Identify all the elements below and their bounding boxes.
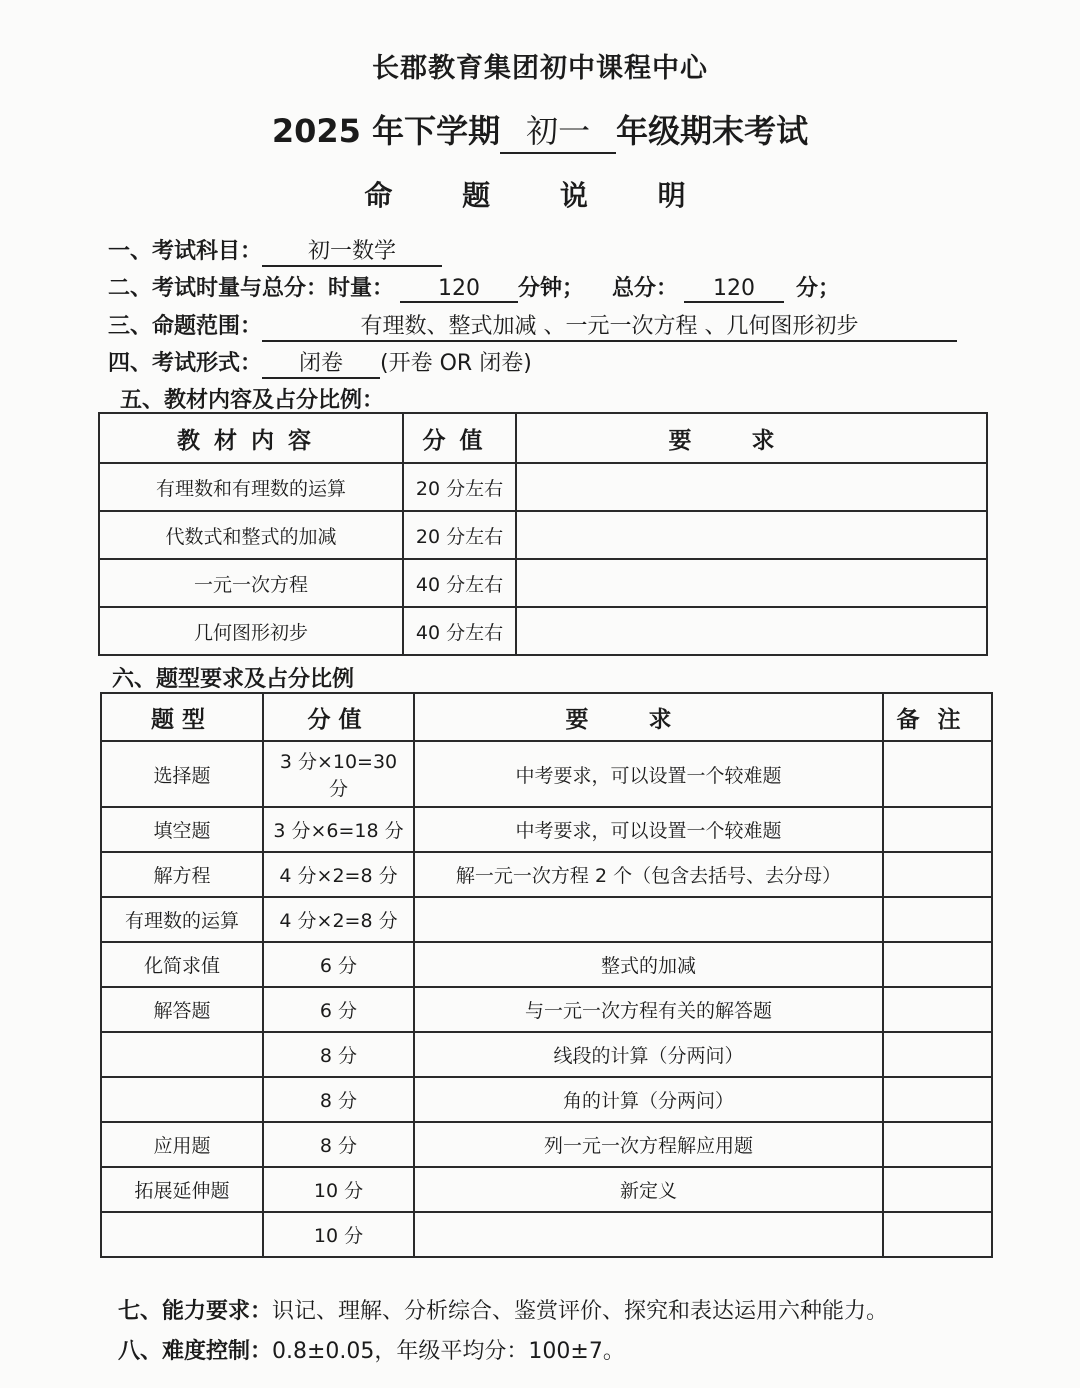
form-value: 闭卷 — [262, 346, 380, 379]
title-grade: 初一 — [500, 106, 616, 154]
score-cell: 40 分左右 — [403, 607, 516, 655]
header-remark: 备注 — [883, 693, 992, 741]
section6-heading: 六、题型要求及占分比例 — [112, 667, 355, 692]
type-cell — [101, 1077, 263, 1122]
exam-title — [0, 106, 1080, 154]
remark-cell — [883, 942, 992, 987]
ability-value: 识记、理解、分析综合、鉴赏评价、探究和表达运用六种能力。 — [272, 1299, 889, 1324]
header-type: 题型 — [101, 693, 263, 741]
time-label: 二、考试时量与总分：时量： — [108, 276, 395, 301]
remark-cell — [883, 807, 992, 852]
scope-line — [108, 309, 957, 342]
score-cell: 3 分×10=30 分 — [263, 741, 414, 807]
header-score: 分值 — [263, 693, 414, 741]
title-term: 2025 年下学期 — [271, 112, 501, 150]
table-row — [101, 942, 992, 987]
type-cell — [101, 1212, 263, 1257]
requirement-cell: 整式的加减 — [414, 942, 883, 987]
table-row — [101, 1077, 992, 1122]
scope-label: 三、命题范围： — [108, 314, 263, 339]
requirement-cell — [516, 607, 987, 655]
table-row — [101, 852, 992, 897]
content-cell: 代数式和整式的加减 — [99, 511, 403, 559]
table-header-row — [99, 413, 987, 463]
table-row — [101, 897, 992, 942]
content-cell: 几何图形初步 — [99, 607, 403, 655]
requirement-cell — [516, 511, 987, 559]
score-cell: 10 分 — [263, 1167, 414, 1212]
score-cell: 40 分左右 — [403, 559, 516, 607]
type-cell: 选择题 — [101, 741, 263, 807]
score-cell: 4 分×2=8 分 — [263, 852, 414, 897]
requirement-cell: 中考要求，可以设置一个较难题 — [414, 741, 883, 807]
remark-cell — [883, 987, 992, 1032]
content-cell: 一元一次方程 — [99, 559, 403, 607]
table-row — [99, 607, 987, 655]
type-cell: 解方程 — [101, 852, 263, 897]
type-cell — [101, 1032, 263, 1077]
type-cell: 填空题 — [101, 807, 263, 852]
remark-cell — [883, 852, 992, 897]
type-cell: 解答题 — [101, 987, 263, 1032]
organization-title: 长郡教育集团初中课程中心 — [372, 53, 708, 84]
score-cell: 8 分 — [263, 1122, 414, 1167]
subject-label: 一、考试科目： — [108, 239, 263, 264]
subject-line — [108, 234, 442, 267]
ability-label: 七、能力要求： — [118, 1299, 273, 1324]
table-row — [99, 559, 987, 607]
requirement-cell: 中考要求，可以设置一个较难题 — [414, 807, 883, 852]
table-row — [99, 511, 987, 559]
remark-cell — [883, 1032, 992, 1077]
requirement-cell — [414, 897, 883, 942]
requirement-cell — [516, 559, 987, 607]
score-cell: 4 分×2=8 分 — [263, 897, 414, 942]
question-type-table — [100, 692, 993, 1258]
score-cell: 8 分 — [263, 1077, 414, 1122]
remark-cell — [883, 1077, 992, 1122]
requirement-cell: 新定义 — [414, 1167, 883, 1212]
type-cell: 拓展延伸题 — [101, 1167, 263, 1212]
total-value: 120 — [684, 276, 784, 303]
remark-cell — [883, 897, 992, 942]
requirement-cell: 列一元一次方程解应用题 — [414, 1122, 883, 1167]
remark-cell — [883, 1122, 992, 1167]
form-note: (开卷 OR 闭卷) — [380, 351, 532, 376]
type-cell: 应用题 — [101, 1122, 263, 1167]
remark-cell — [883, 741, 992, 807]
scope-value: 有理数、整式加减 、一元一次方程 、几何图形初步 — [262, 309, 957, 342]
requirement-cell: 线段的计算（分两问） — [414, 1032, 883, 1077]
table-row — [101, 1212, 992, 1257]
table-row — [99, 463, 987, 511]
requirement-cell: 解一元一次方程 2 个（包含去括号、去分母） — [414, 852, 883, 897]
remark-cell — [883, 1212, 992, 1257]
difficulty-control — [118, 1334, 625, 1365]
score-unit: 分； — [796, 276, 841, 301]
time-score-line — [108, 271, 840, 303]
title-exam: 年级期末考试 — [616, 112, 809, 150]
table-row — [101, 1122, 992, 1167]
content-cell: 有理数和有理数的运算 — [99, 463, 403, 511]
subject-value: 初一数学 — [262, 234, 442, 267]
table-row — [101, 807, 992, 852]
requirement-cell: 角的计算（分两问） — [414, 1077, 883, 1122]
requirement-cell — [516, 463, 987, 511]
minute-label: 分钟； — [518, 276, 585, 301]
document-subtitle: 命 题 说 明 — [364, 179, 716, 212]
score-cell: 6 分 — [263, 987, 414, 1032]
form-line — [108, 346, 532, 379]
header-requirement: 要求 — [516, 413, 987, 463]
score-cell: 8 分 — [263, 1032, 414, 1077]
difficulty-label: 八、难度控制： — [118, 1339, 273, 1364]
form-label: 四、考试形式： — [108, 351, 263, 376]
type-cell: 化简求值 — [101, 942, 263, 987]
difficulty-value: 0.8±0.05，年级平均分：100±7。 — [272, 1339, 625, 1364]
score-cell: 20 分左右 — [403, 463, 516, 511]
table-row — [101, 987, 992, 1032]
requirement-cell — [414, 1212, 883, 1257]
remark-cell — [883, 1167, 992, 1212]
table-row — [101, 741, 992, 807]
section5-heading: 五、教材内容及占分比例： — [120, 388, 385, 413]
total-label: 总分： — [612, 276, 679, 301]
header-content: 教材内容 — [99, 413, 403, 463]
table-row — [101, 1167, 992, 1212]
score-cell: 6 分 — [263, 942, 414, 987]
content-score-table — [98, 412, 988, 656]
score-cell: 20 分左右 — [403, 511, 516, 559]
header-score: 分值 — [403, 413, 516, 463]
score-cell: 10 分 — [263, 1212, 414, 1257]
score-cell: 3 分×6=18 分 — [263, 807, 414, 852]
header-requirement: 要求 — [414, 693, 883, 741]
table-header-row — [101, 693, 992, 741]
requirement-cell: 与一元一次方程有关的解答题 — [414, 987, 883, 1032]
ability-requirement — [118, 1294, 888, 1325]
type-cell: 有理数的运算 — [101, 897, 263, 942]
table-row — [101, 1032, 992, 1077]
time-value: 120 — [400, 276, 518, 303]
